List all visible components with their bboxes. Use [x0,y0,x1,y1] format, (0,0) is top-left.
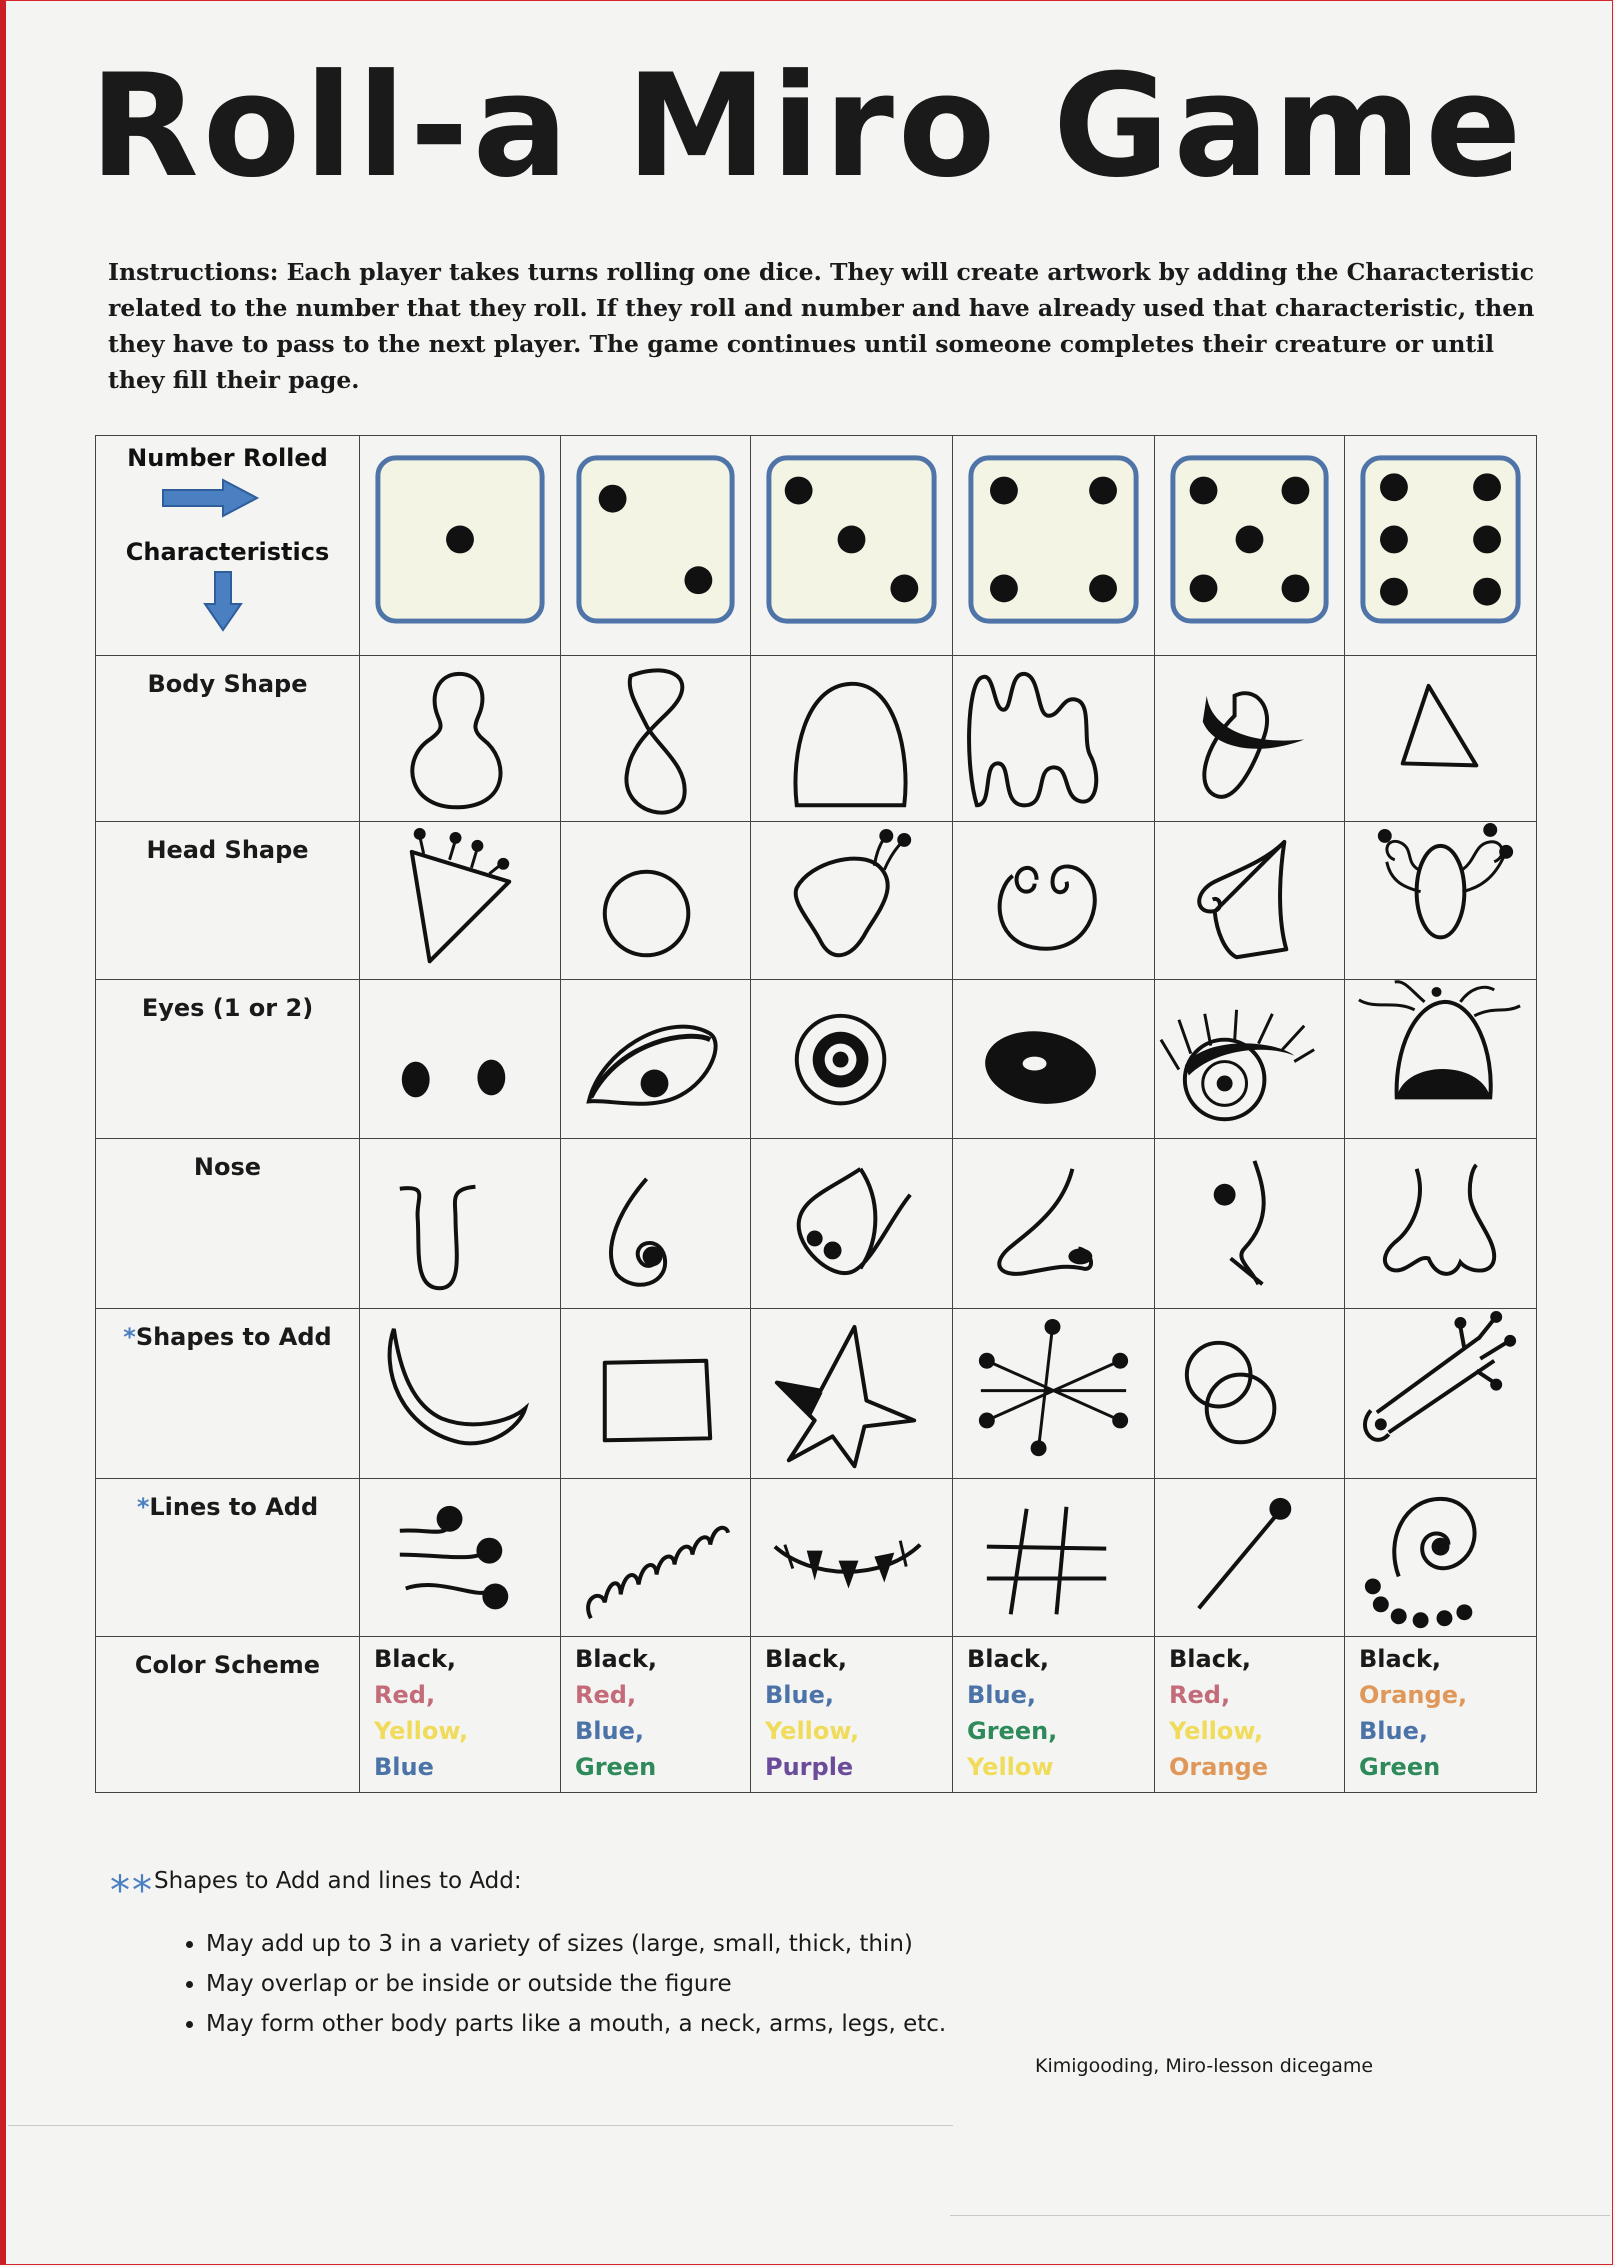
curved-lines-dots-icon [360,1479,560,1636]
zigzag-line-icon [561,1479,750,1636]
die-pip [684,566,712,594]
notes-list [110,1930,1210,2038]
figure-eight-body-icon [561,656,750,821]
die-four-cell [953,436,1155,656]
body-shape-label: Body Shape [96,656,360,822]
list-item: • May form other body parts like a mouth, a neck, arms, legs, etc. [206,2010,1210,2038]
die-pip [785,477,813,505]
circle-head-icon [561,822,750,979]
die-pip [1473,526,1501,554]
divider [8,2125,953,2126]
die-six-cell [1345,436,1537,656]
notes-heading: Shapes to Add and lines to Add: [154,1868,522,1894]
triangle-body-icon [1345,656,1536,821]
die-pip [1089,477,1117,505]
die-three-cell [751,436,953,656]
profile-nose-icon [1155,1139,1344,1308]
color-name-red: Red, [575,1681,637,1710]
lines-label-text: Lines to Add [149,1492,319,1521]
asterisk-shape-icon [953,1309,1154,1478]
die-pip [1282,477,1310,505]
die-pip [990,477,1018,505]
almond-eye-icon [561,980,750,1137]
color-name-yellow: Yellow, [765,1717,860,1746]
shapes-label-text: Shapes to Add [135,1322,332,1351]
color-scheme-1 [360,1637,561,1793]
color-name-yellow: Yellow [967,1753,1054,1782]
overlapping-circles-icon [1155,1309,1344,1478]
divider [950,2215,1610,2216]
characteristics-label: Characteristics [125,538,330,566]
color-name-red: Red, [374,1681,436,1710]
shapes-asterisk: * [123,1322,136,1351]
color-name-orange: Orange, [1359,1681,1468,1710]
die-pip [1236,526,1264,554]
moon-shape-icon [360,1309,560,1478]
head-shape-row [96,822,1537,980]
die-pip [599,485,627,513]
color-name-black: Black, [374,1645,457,1674]
head-shape-label: Head Shape [96,822,360,980]
oval-head-antennae-icon [1345,822,1536,979]
instructions-text: Instructions: Each player takes turns rolling one dice. They will create artwork by adding the Characteristic related to the number that they roll. If they roll and number and have already used that characteristic, then they have to pass to the next player. The game continues until someone completes their creature or until they fill their page. [108,258,1535,394]
color-scheme-5 [1155,1637,1345,1793]
branch-shape-icon [1345,1309,1536,1478]
game-table [95,435,1537,1793]
crescent-body-icon [1155,656,1344,821]
die-pip [1380,526,1408,554]
dice-row [96,436,1537,656]
list-item: • May overlap or be inside or outside the figure [206,1970,1210,1998]
die-pip [1380,473,1408,501]
number-rolled-label: Number Rolled [127,444,328,472]
notes-asterisks: ** [110,1868,154,1914]
color-name-yellow: Yellow, [1169,1717,1264,1746]
color-name-black: Black, [1169,1645,1252,1674]
hook-nose-icon [953,1139,1154,1308]
die-one-icon [360,436,560,655]
die-pip [1089,575,1117,603]
nostrils-nose-icon [1345,1139,1536,1308]
triangle-head-antennae-icon [360,822,560,979]
lines-asterisk: * [136,1492,150,1521]
die-three-icon [751,436,952,655]
color-name-blue: Blue, [575,1717,644,1746]
notes-heading-line [110,1868,1210,1914]
color-scheme-row [96,1637,1537,1793]
die-two-cell [561,436,751,656]
die-pip [1190,477,1218,505]
color-name-blue: Blue, [967,1681,1036,1710]
color-name-blue: Blue, [765,1681,834,1710]
nose-row [96,1138,1537,1308]
color-name-purple: Purple [765,1753,854,1782]
die-two-icon [561,436,750,655]
spiral-dots-icon [1345,1479,1536,1636]
color-name-black: Black, [575,1645,658,1674]
die-five-icon [1155,436,1344,655]
filled-oval-eye-icon [953,980,1154,1137]
hash-lines-icon [953,1479,1154,1636]
notes-section [110,1868,1210,2050]
color-name-black: Black, [765,1645,848,1674]
down-arrow-icon [203,570,243,632]
spiral-head-icon [953,822,1154,979]
color-scheme-3 [751,1637,953,1793]
arch-body-icon [751,656,952,821]
right-arrow-icon [161,478,261,518]
color-scheme-6 [1345,1637,1537,1793]
color-name-blue: Blue [374,1753,434,1782]
color-name-black: Black, [1359,1645,1442,1674]
eyes-label: Eyes (1 or 2) [96,980,360,1138]
die-pip [1473,578,1501,606]
color-scheme-2 [561,1637,751,1793]
color-name-blue: Blue, [1359,1717,1428,1746]
teardrop-head-icon [751,822,952,979]
die-four-icon [953,436,1154,655]
gourd-body-icon [360,656,560,821]
swirl-nose-icon [561,1139,750,1308]
u-nose-icon [360,1139,560,1308]
pin-line-icon [1155,1479,1344,1636]
die-pip [446,526,474,554]
shapes-row [96,1308,1537,1478]
color-name-green: Green [1359,1753,1441,1782]
header-cell [96,436,360,656]
die-pip [1282,574,1310,602]
lashed-eye-icon [1155,980,1344,1137]
lines-row [96,1478,1537,1636]
die-pip [990,575,1018,603]
color-name-green: Green [575,1753,657,1782]
die-face [579,458,732,621]
shapes-label [96,1308,360,1478]
die-pip [890,575,918,603]
curl-head-icon [1155,822,1344,979]
dot-eyes-icon [360,980,560,1137]
die-pip [1473,473,1501,501]
list-item: • May add up to 3 in a variety of sizes (large, small, thick, thin) [206,1930,1210,1958]
rectangle-shape-icon [561,1309,750,1478]
color-name-orange: Orange [1169,1753,1268,1782]
die-five-cell [1155,436,1345,656]
credit-text: Kimigooding, Miro-lesson dicegame [1035,2055,1374,2077]
die-pip [838,526,866,554]
body-shape-row [96,656,1537,822]
die-one-cell [360,436,561,656]
color-name-yellow: Yellow, [374,1717,469,1746]
color-scheme-label: Color Scheme [96,1637,360,1793]
beak-nose-icon [751,1139,952,1308]
color-name-red: Red, [1169,1681,1231,1710]
color-name-black: Black, [967,1645,1050,1674]
star-shape-icon [751,1309,952,1478]
page-title: Roll-a Miro Game [89,44,1526,209]
dome-eye-icon [1345,980,1536,1137]
die-pip [1190,574,1218,602]
stitched-line-icon [751,1479,952,1636]
target-eye-icon [751,980,952,1137]
nose-label: Nose [96,1138,360,1308]
die-pip [1380,578,1408,606]
wavy-body-icon [953,656,1154,821]
color-name-green: Green, [967,1717,1058,1746]
color-scheme-4 [953,1637,1155,1793]
die-six-icon [1345,436,1536,655]
lines-label [96,1478,360,1636]
eyes-row [96,980,1537,1138]
